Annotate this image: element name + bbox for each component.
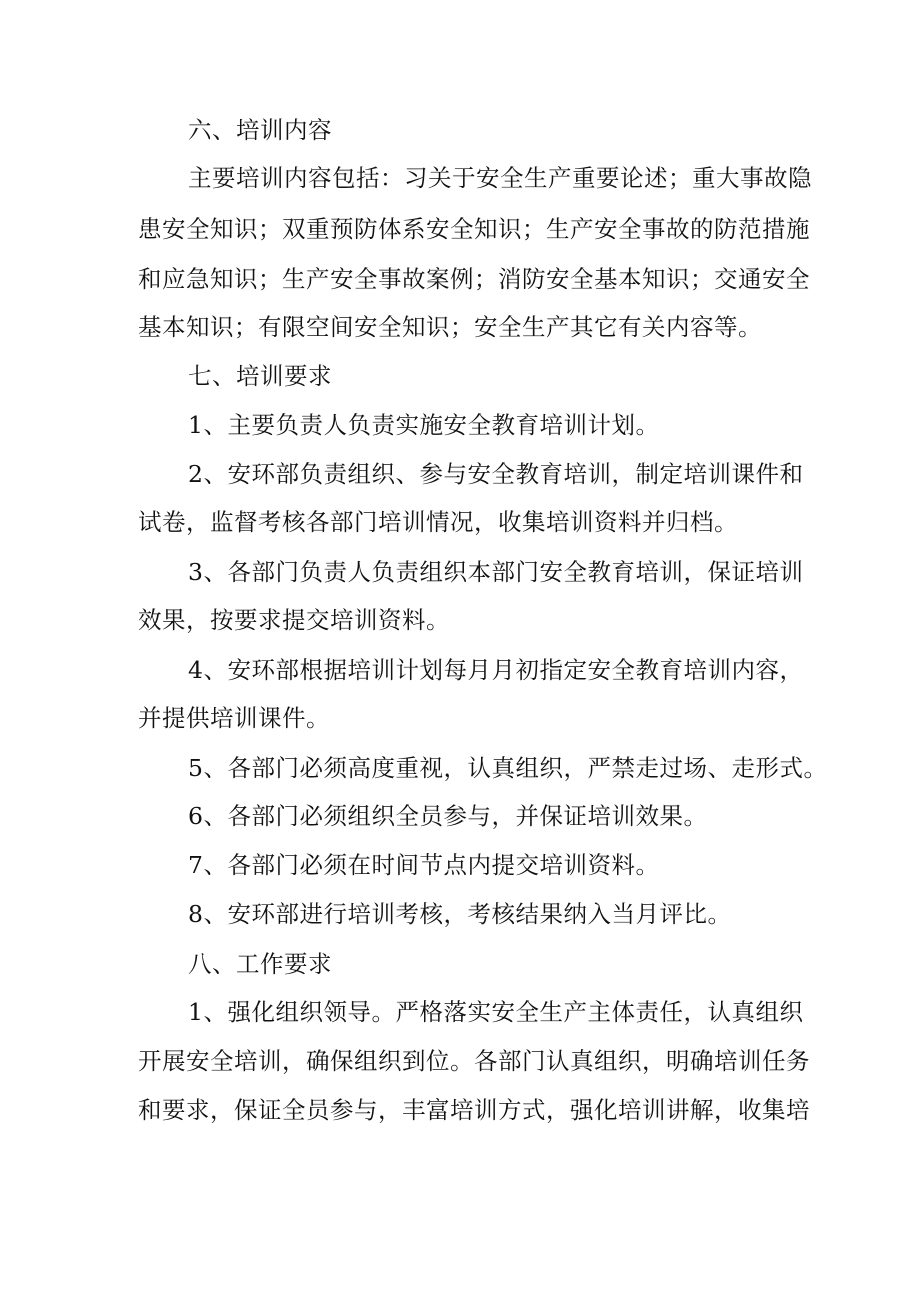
- paragraph-line: 基本知识；有限空间安全知识；安全生产其它有关内容等。: [138, 313, 762, 341]
- list-item-line: 1、主要负责人负责实施安全教育培训计划。: [188, 411, 660, 439]
- list-item-line: 效果，按要求提交培训资料。: [138, 606, 450, 634]
- section-heading-8: 八、工作要求: [188, 950, 332, 978]
- section-heading-7: 七、培训要求: [188, 362, 332, 390]
- list-item-line: 8、安环部进行培训考核，考核结果纳入当月评比。: [188, 900, 732, 928]
- list-item-line: 4、安环部根据培训计划每月月初指定安全教育培训内容，: [188, 656, 804, 684]
- paragraph-line: 和应急知识；生产安全事故案例；消防安全基本知识；交通安全: [138, 265, 810, 293]
- list-item-line: 5、各部门必须高度重视，认真组织，严禁走过场、走形式。: [188, 754, 828, 782]
- list-item-line: 2、安环部负责组织、参与安全教育培训，制定培训课件和: [188, 460, 804, 488]
- list-item-line: 3、各部门负责人负责组织本部门安全教育培训，保证培训: [188, 558, 804, 586]
- list-item-line: 试卷，监督考核各部门培训情况，收集培训资料并归档。: [138, 508, 738, 536]
- list-item-line: 和要求，保证全员参与，丰富培训方式，强化培训讲解，收集培: [138, 1096, 810, 1124]
- paragraph-line: 主要培训内容包括：习关于安全生产重要论述；重大事故隐: [188, 164, 812, 192]
- list-item-line: 1、强化组织领导。严格落实安全生产主体责任，认真组织: [188, 998, 804, 1026]
- list-item-line: 并提供培训课件。: [138, 704, 330, 732]
- section-heading-6: 六、培训内容: [188, 116, 332, 144]
- list-item-line: 7、各部门必须在时间节点内提交培训资料。: [188, 851, 660, 879]
- list-item-line: 开展安全培训，确保组织到位。各部门认真组织，明确培训任务: [138, 1047, 810, 1075]
- paragraph-line: 患安全知识；双重预防体系安全知识；生产安全事故的防范措施: [138, 215, 810, 243]
- list-item-line: 6、各部门必须组织全员参与，并保证培训效果。: [188, 802, 708, 830]
